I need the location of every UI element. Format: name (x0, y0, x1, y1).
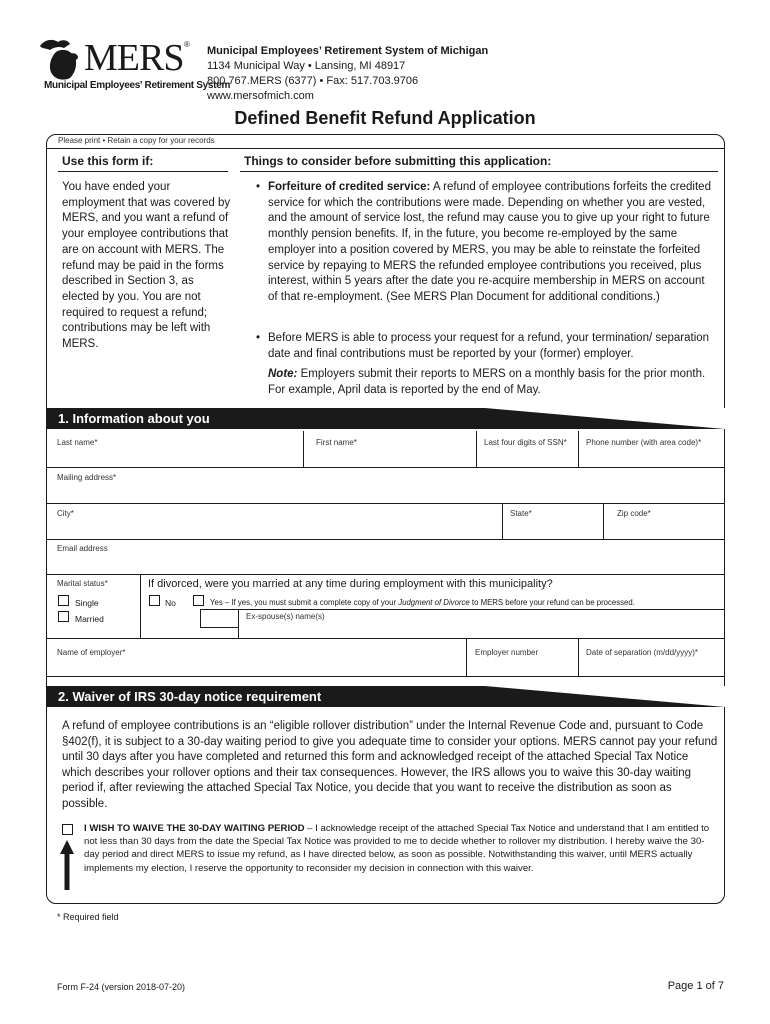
mers-logo (34, 36, 231, 94)
divorce-no-checkbox[interactable] (149, 595, 160, 606)
field-divider (140, 574, 141, 638)
last-name-label: Last name* (57, 438, 98, 447)
form-title: Defined Benefit Refund Application (234, 108, 536, 128)
field-line (200, 609, 725, 610)
mailing-address-label: Mailing address* (57, 473, 117, 482)
note-text: Employers submit their reports to MERS on a monthly basis for the prior month. For example, April data is reported by the end of May. (268, 368, 706, 396)
michigan-map-icon (34, 36, 86, 82)
divorce-no-label: No (165, 598, 176, 608)
married-label: Married (75, 614, 104, 624)
bullet-reporting (256, 331, 716, 362)
bullet-forfeiture-text: A refund of employee contributions forfeits the credited service for which the contributions were made. Depending on whether you are vested, and the amount of service lost, the refund may cause you to give up your right to future monthly pension benefits. If, in the future, you become re-employed by the same employer into a position covered by MERS, you may be able to reinstate the forfeited service by repaying to MERS the refunded employee contributions you received, plus interest, within 5 years after the date you re-acquire membership in MERS on account of that re-employment. (See MERS Plan Document for additional conditions.) (268, 181, 711, 303)
logo-subtitle: Municipal Employees' Retirement System (44, 80, 231, 91)
field-divider (466, 638, 467, 676)
field-line (200, 627, 238, 628)
ex-spouse-label: Ex-spouse(s) name(s) (246, 612, 325, 621)
required-field-note: * Required field (57, 912, 119, 922)
organization-website[interactable]: www.mersofmich.com (207, 90, 314, 102)
field-divider (238, 609, 239, 638)
page-number: Page 1 of 7 (667, 980, 724, 992)
field-divider (578, 638, 579, 676)
yes-text-end: to MERS before your refund can be processed. (469, 598, 635, 607)
field-line (46, 638, 725, 639)
yes-text: Yes – If yes, you must submit a complete copy of your (210, 598, 399, 607)
section-1-header: 1. Information about you (46, 408, 725, 429)
marital-status-label: Marital status* (57, 579, 108, 588)
divider (240, 171, 718, 172)
field-line (46, 467, 725, 468)
divider (58, 171, 228, 172)
print-note: Please print • Retain a copy for your records (58, 136, 215, 145)
note-label: Note: (268, 368, 298, 380)
organization-address: 1134 Municipal Way • Lansing, MI 48917 (207, 60, 406, 72)
waive-statement (84, 822, 720, 875)
field-line (46, 574, 725, 575)
employer-note (268, 367, 718, 398)
things-heading: Things to consider before submitting this application: (244, 154, 552, 168)
email-label: Email address (57, 544, 108, 553)
divorce-yes-label (210, 598, 635, 607)
irs-paragraph: A refund of employee contributions is an “eligible rollover distribution” under the Internal Revenue Code and, pursuant to Code §402(f), it is subject to a 30-day waiting period to give you adequate time to consider your options. MERS cannot pay your refund until 30 days after you have completed and returned this form and acknowledged receipt of the attached Special Tax Notice which describes your rollover options and their tax consequences. However, the IRS allows you to waive this 30-day waiting period if, after reviewing the attached Special Tax Notice, you decide that you want to receive the distribution as soon as possible. (62, 720, 718, 810)
form-id: Form F-24 (version 2018-07-20) (57, 982, 186, 992)
bullet-icon: • (256, 332, 261, 344)
use-form-heading: Use this form if: (62, 154, 154, 168)
divorce-question: If divorced, were you married at any time during employment with this municipality? (148, 578, 553, 590)
use-form-body: You have ended your employment that was covered by MERS, and you want a refund of your employee contributions that are on account with MERS. The refund may be paid in the forms described in Section 3, as elected by you. You are not required to request a refund; contributions may be left with MERS. (62, 181, 231, 351)
employer-name-label: Name of employer* (57, 648, 126, 657)
single-checkbox[interactable] (58, 595, 69, 606)
zip-label: Zip code* (617, 509, 651, 518)
field-line (46, 503, 725, 504)
single-label: Single (75, 598, 99, 608)
married-checkbox[interactable] (58, 611, 69, 622)
bullet-forfeiture (256, 180, 716, 306)
separation-date-label: Date of separation (m/dd/yyyy)* (586, 648, 699, 657)
bullet-forfeiture-heading: Forfeiture of credited service: (268, 181, 431, 193)
waive-checkbox[interactable] (62, 824, 73, 835)
bullet-icon: • (256, 181, 261, 193)
state-label: State* (510, 509, 532, 518)
employer-number-label: Employer number (475, 648, 539, 657)
field-divider (303, 431, 304, 467)
field-divider (502, 503, 503, 539)
field-divider (200, 609, 201, 627)
waive-text: – I acknowledge receipt of the attached Special Tax Notice and understand that I am entitled to not less than 30 days from the date the Special Tax Notice was provided to me to decide whether to rollover my distribution. I hereby waive the 30-day period and direct MERS to issue my refund, as I have directed below, as soon as possible. Notwithstanding this waiver, until MERS actually implements my election, I reserve the opportunity to reconsider my decision in connection with this waiver. (84, 823, 710, 874)
divorce-yes-checkbox[interactable] (193, 595, 204, 606)
logo-registered-mark: ® (184, 40, 190, 49)
logo-wordmark: MERS (84, 37, 184, 79)
arrow-up-icon (60, 840, 74, 890)
waive-heading: I WISH TO WAIVE THE 30-DAY WAITING PERIOD (84, 823, 305, 834)
section-2-header: 2. Waiver of IRS 30-day notice requirement (46, 686, 725, 707)
city-label: City* (57, 509, 74, 518)
judgment-of-divorce-text: Judgment of Divorce (398, 598, 470, 607)
organization-name: Municipal Employees’ Retirement System of Michigan (207, 45, 489, 57)
divider (46, 148, 725, 149)
field-divider (476, 431, 477, 467)
organization-block (207, 44, 488, 104)
organization-phone: 800.767.MERS (6377) • Fax: 517.703.9706 (207, 75, 419, 87)
field-line (46, 539, 725, 540)
field-line (46, 676, 725, 677)
first-name-label: First name* (316, 438, 357, 447)
phone-label: Phone number (with area code)* (586, 438, 702, 447)
field-divider (603, 503, 604, 539)
bullet-reporting-text: Before MERS is able to process your request for a refund, your termination/ separation date and final contributions must be reported by your (former) employer. (268, 332, 710, 360)
field-divider (578, 431, 579, 467)
ssn-label: Last four digits of SSN* (484, 438, 567, 447)
